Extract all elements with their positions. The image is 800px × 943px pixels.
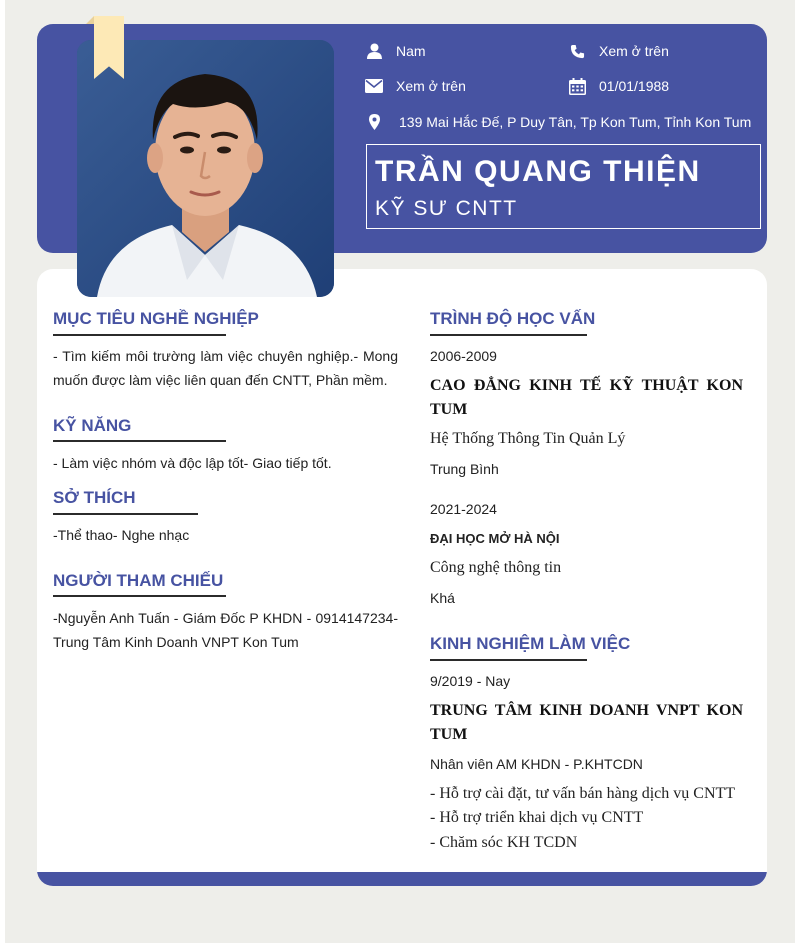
references-heading: NGƯỜI THAM CHIẾU — [53, 571, 224, 590]
education-grade-2: Khá — [430, 590, 455, 606]
skills-text: - Làm việc nhóm và độc lập tốt- Giao tiếp tốt. — [53, 455, 332, 471]
birthday-row — [567, 77, 669, 95]
main-card — [37, 269, 767, 886]
experience-duty: - Hỗ trợ cài đặt, tư vấn bán hàng dịch vụ CNTT — [430, 785, 736, 802]
job-title: KỸ SƯ CNTT — [375, 197, 518, 220]
address-row — [364, 113, 751, 131]
education-grade-1: Trung Bình — [430, 461, 499, 477]
experience-duty: - Chăm sóc KH TCDN — [430, 834, 578, 851]
ribbon-fold — [86, 16, 94, 24]
hobbies-heading: SỞ THÍCH — [53, 488, 136, 507]
profile-photo — [77, 40, 334, 297]
education-period-2: 2021-2024 — [430, 501, 497, 517]
gender-text: Nam — [396, 43, 426, 59]
footer-bar — [37, 872, 767, 886]
experience-period-1: 9/2019 - Nay — [430, 673, 511, 689]
education-underline — [430, 334, 587, 336]
envelope-icon — [364, 77, 384, 95]
references-underline — [53, 595, 226, 597]
experience-duty: - Hỗ trợ triển khai dịch vụ CNTT — [430, 809, 644, 826]
phone-text[interactable]: Xem ở trên — [599, 43, 669, 59]
education-school-2: ĐẠI HỌC MỞ HÀ NỘI — [430, 531, 560, 546]
email-text[interactable]: Xem ở trên — [396, 78, 466, 94]
map-marker-icon — [364, 113, 384, 131]
calendar-icon — [567, 77, 587, 95]
full-name: TRẦN QUANG THIỆN — [375, 155, 701, 188]
experience-heading: KINH NGHIỆM LÀM VIỆC — [430, 634, 631, 653]
skills-underline — [53, 440, 226, 442]
gender-row — [364, 42, 426, 60]
objective-underline — [53, 334, 226, 336]
name-box — [366, 144, 761, 229]
birthday-text: 01/01/1988 — [599, 78, 670, 94]
phone-row — [567, 42, 669, 60]
hobbies-underline — [53, 513, 198, 515]
experience-role-1: Nhân viên AM KHDN - P.KHTCDN — [430, 756, 643, 772]
email-row — [364, 77, 466, 95]
education-school-1: CAO ĐẲNG KINH TẾ KỸ THUẬT KON TUM — [430, 377, 743, 418]
education-period-1: 2006-2009 — [430, 348, 497, 364]
skills-heading: KỸ NĂNG — [53, 416, 132, 435]
phone-icon — [567, 42, 587, 60]
education-heading: TRÌNH ĐỘ HỌC VẤN — [430, 309, 596, 328]
education-major-1: Hệ Thống Thông Tin Quản Lý — [430, 430, 626, 447]
references-text: -Nguyễn Anh Tuấn - Giám Đốc P KHDN - 0914147234- Trung Tâm Kinh Doanh VNPT Kon Tum — [53, 610, 398, 650]
experience-underline — [430, 659, 587, 661]
portrait-illustration — [77, 40, 334, 297]
education-major-2: Công nghệ thông tin — [430, 559, 562, 576]
objective-text: - Tìm kiếm môi trường làm việc chuyên nghiệp.- Mong muốn được làm việc liên quan đến CNTT, Phần mềm. — [53, 348, 398, 388]
hobbies-text: -Thể thao- Nghe nhạc — [53, 527, 190, 543]
experience-company-1: TRUNG TÂM KINH DOANH VNPT KON TUM — [430, 702, 743, 743]
user-icon — [364, 42, 384, 60]
address-text: 139 Mai Hắc Đế, P Duy Tân, Tp Kon Tum, Tỉnh Kon Tum — [399, 114, 752, 130]
objective-heading: MỤC TIÊU NGHỀ NGHIỆP — [53, 309, 259, 328]
